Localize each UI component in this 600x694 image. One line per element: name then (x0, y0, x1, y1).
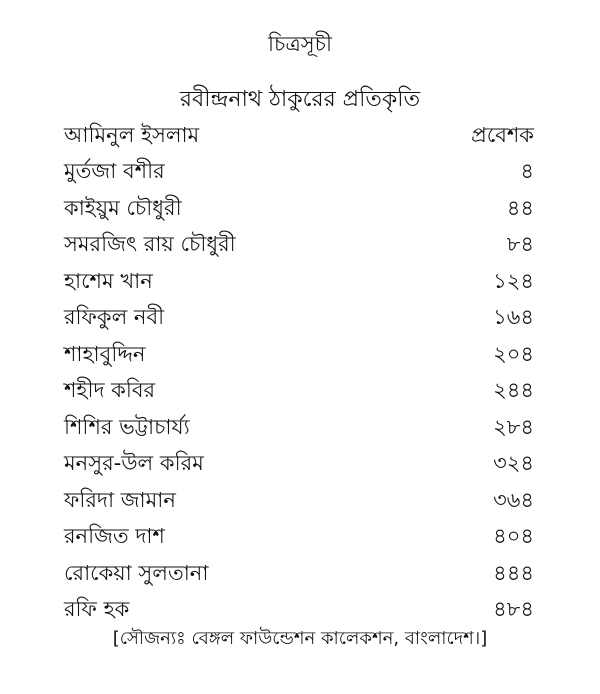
page-number: ৪৪ (506, 196, 534, 220)
list-item (64, 521, 534, 551)
page-number: ১২৪ (493, 269, 534, 293)
artist-name: কাইয়ুম চৌধুরী (64, 196, 182, 220)
list-item (64, 193, 534, 223)
list-item (64, 558, 534, 588)
credit-note: [সৌজন্যঃ বেঙ্গল ফাউন্ডেশন কালেকশন, বাংলাদেশ।] (112, 628, 488, 649)
page-number: ২৮৪ (493, 415, 534, 439)
list-item (64, 266, 534, 296)
artist-name: হাশেম খান (64, 269, 153, 293)
list-item (64, 594, 534, 624)
list-item (64, 485, 534, 515)
page-number: ৪৪৪ (493, 561, 534, 585)
page-number: ৮৪ (506, 232, 534, 256)
list-item (64, 448, 534, 478)
artist-name: আমিনুল ইসলাম (64, 123, 200, 147)
artist-name: শহীদ কবির (64, 378, 156, 402)
page-number: ২৪৪ (493, 378, 534, 402)
artist-name: মুর্তজা বশীর (64, 159, 165, 183)
page-subtitle: রবীন্দ্রনাথ ঠাকুরের প্রতিকৃতি (179, 87, 421, 112)
page-number: প্রবেশক (471, 123, 534, 147)
list-item (64, 339, 534, 369)
list-item (64, 375, 534, 405)
page-number: ২০৪ (493, 342, 534, 366)
artist-name: শাহাবুদ্দিন (64, 342, 146, 366)
page-number: ৩২৪ (493, 451, 534, 475)
artist-name: শিশির ভট্টাচার্য্য (64, 415, 190, 439)
list-item (64, 412, 534, 442)
list-item (64, 302, 534, 332)
list-item (64, 156, 534, 186)
artist-name: রফিকুল নবী (64, 305, 165, 329)
page-number: ৩৬৪ (493, 488, 534, 512)
page-number: ৪০৪ (493, 524, 534, 548)
list-item (64, 120, 534, 150)
artist-name: সমরজিৎ রায় চৌধুরী (64, 232, 236, 256)
page-number: ১৬৪ (493, 305, 534, 329)
artist-name: রনজিত দাশ (64, 524, 165, 548)
page-number: ৪৮৪ (493, 597, 534, 621)
section-title: চিত্রসূচী (268, 32, 332, 56)
artist-name: ফরিদা জামান (64, 488, 176, 512)
artist-name: রফি হক (64, 597, 130, 621)
artist-name: রোকেয়া সুলতানা (64, 561, 209, 585)
page-number: ৪ (520, 159, 534, 183)
artist-name: মনসুর-উল করিম (64, 451, 204, 475)
list-item (64, 229, 534, 259)
